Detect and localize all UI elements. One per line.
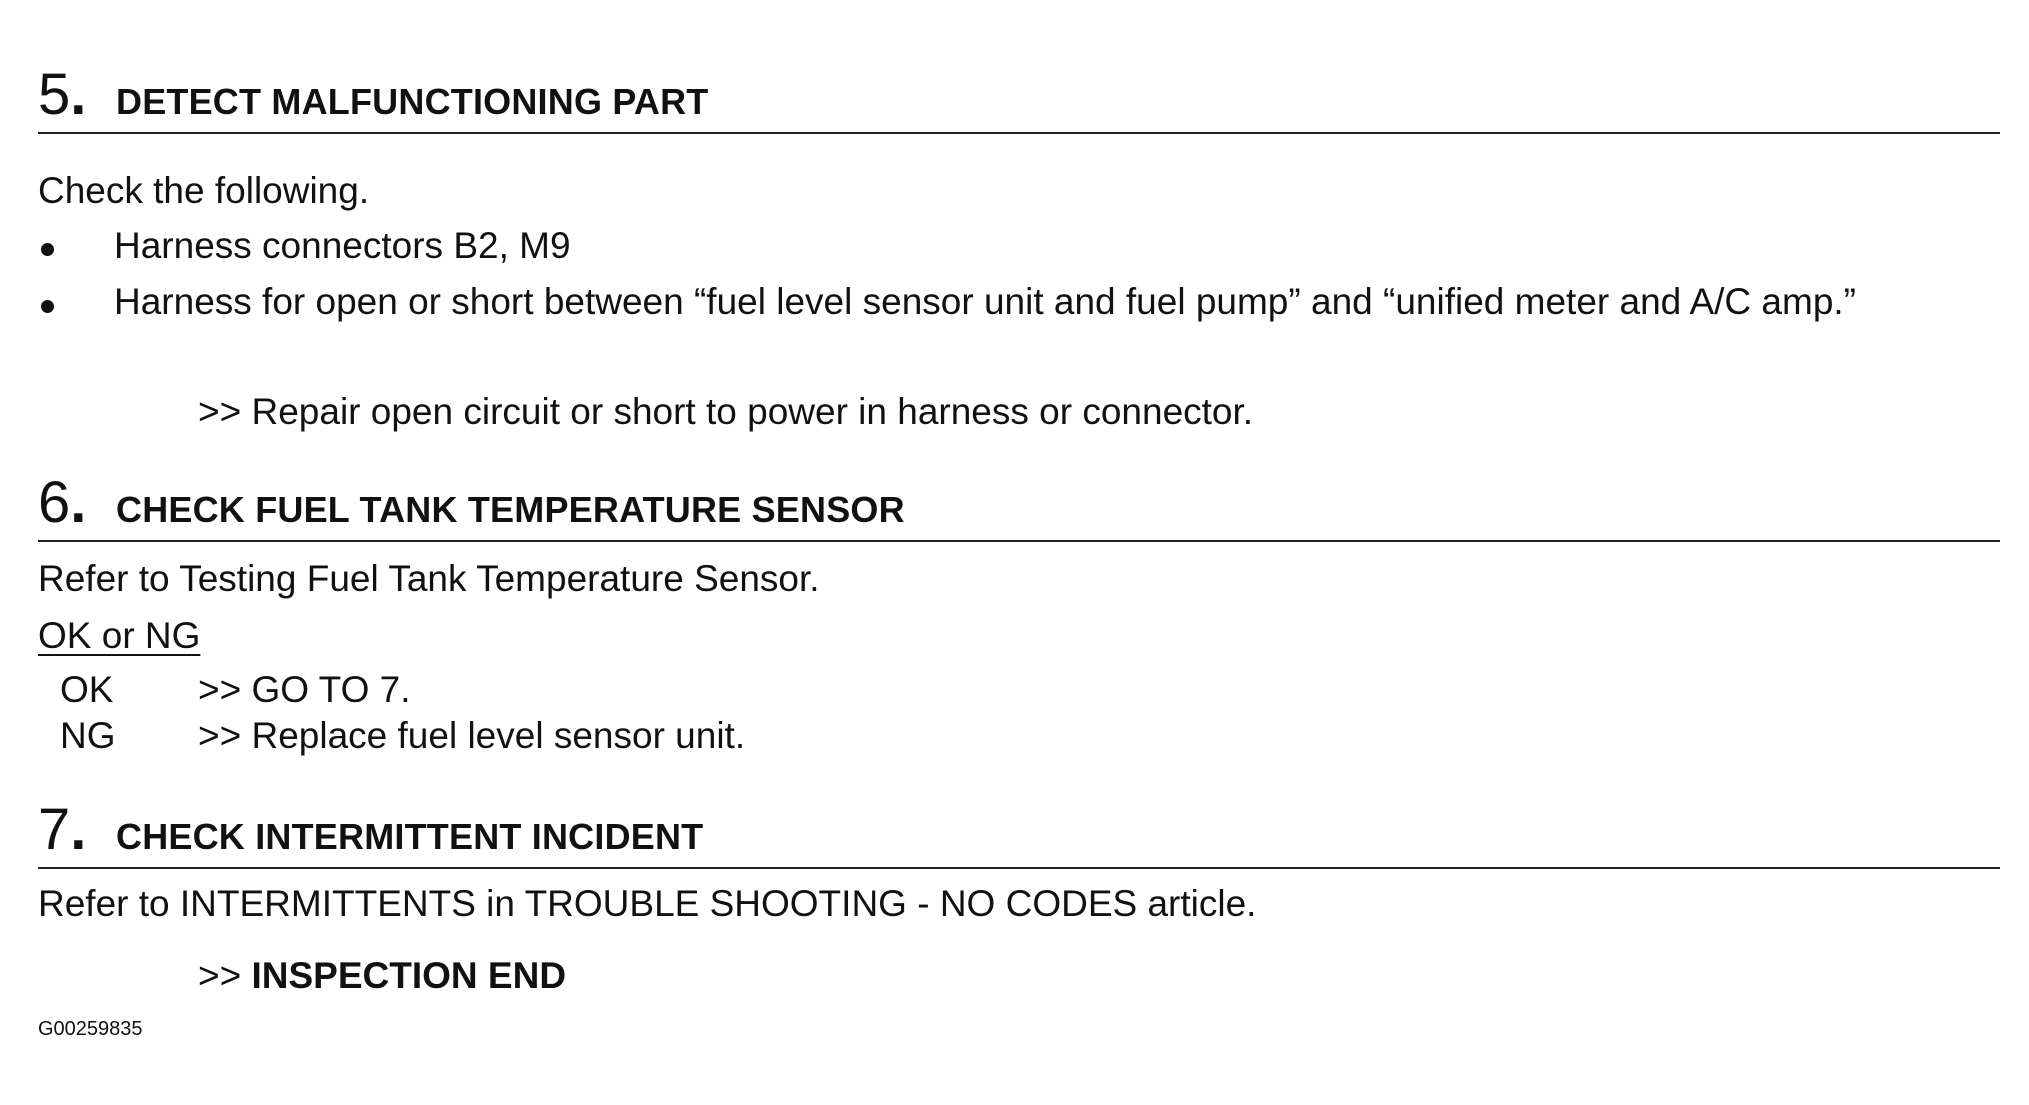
bullet-2-icon xyxy=(41,300,54,313)
step-7-result-arrow: >> xyxy=(198,955,242,996)
step-6-decision-ok-action: GO TO 7. xyxy=(251,669,411,710)
step-6-decision-ok-key: OK xyxy=(60,669,114,710)
figure-code: G00259835 xyxy=(38,1018,143,1040)
step-5-bullet-1: Harness connectors B2, M9 xyxy=(114,225,571,266)
step-6-decision-label: OK or NG xyxy=(38,615,201,656)
step-7-intro: Refer to INTERMITTENTS in TROUBLE SHOOTING - NO CODES article. xyxy=(38,883,1257,924)
step-6-decision-ng xyxy=(198,714,745,758)
step-6-decision-ng-action: Replace fuel level sensor unit. xyxy=(251,715,746,756)
step-5-intro: Check the following. xyxy=(38,170,370,211)
step-5-bullet-2: Harness for open or short between “fuel level sensor unit and fuel pump” and “unified meter and A/C amp.” xyxy=(114,281,1856,322)
bullet-1-icon xyxy=(41,243,54,256)
step-6-title: CHECK FUEL TANK TEMPERATURE SENSOR xyxy=(116,489,905,530)
step-6-decision-ng-arrow: >> xyxy=(198,715,242,756)
step-7-number: 7. xyxy=(38,797,87,862)
step-5-result-arrow: >> xyxy=(198,391,242,432)
step-6-decision-ok-arrow: >> xyxy=(198,669,242,710)
step-6-decision-ok xyxy=(198,668,411,712)
step-6-number: 6. xyxy=(38,470,87,535)
step-7-heading xyxy=(38,797,2000,869)
step-5-result-text: Repair open circuit or short to power in harness or connector. xyxy=(251,391,1254,432)
step-7-result-text: INSPECTION END xyxy=(251,955,567,996)
step-7-title: CHECK INTERMITTENT INCIDENT xyxy=(116,816,704,857)
step-7-result xyxy=(198,954,566,998)
step-6-decision-ng-key: NG xyxy=(60,715,116,756)
step-5-result xyxy=(198,390,1253,434)
step-6-intro: Refer to Testing Fuel Tank Temperature Sensor. xyxy=(38,558,820,599)
step-5-number: 5. xyxy=(38,62,87,127)
step-6-heading xyxy=(38,470,2000,542)
step-5-heading xyxy=(38,62,2000,134)
step-5-title: DETECT MALFUNCTIONING PART xyxy=(116,81,709,122)
